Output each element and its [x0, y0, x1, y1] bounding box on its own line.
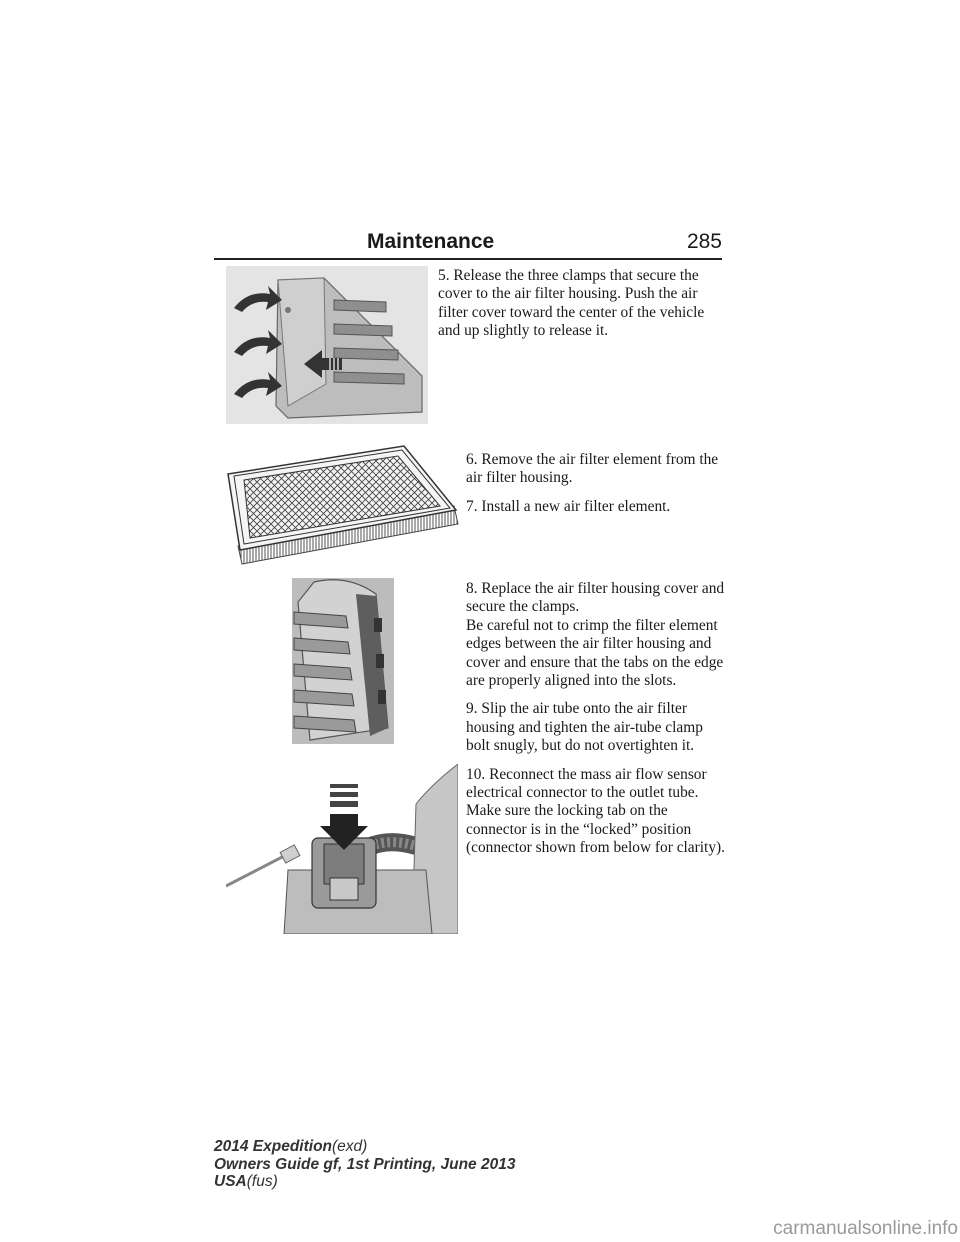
step-8: 8. Replace the air filter housing cover and secure the clamps. [466, 580, 725, 616]
footer-market-code: (fus) [246, 1173, 278, 1190]
footer-model: 2014 Expedition [214, 1138, 333, 1155]
step-8-9-10-text [466, 580, 728, 868]
footer-market-line [214, 1173, 515, 1191]
step-8-note: Be careful not to crimp the filter element edges between the air filter housing and cover and ensure that the tabs on the edge are properly aligned into the slots. [466, 616, 724, 690]
header-rule [214, 258, 722, 260]
step-5-text [438, 267, 728, 351]
footer-market: USA [214, 1173, 247, 1190]
air-filter-housing-cover-illustration [292, 578, 394, 744]
watermark: carmanualsonline.info [773, 1218, 958, 1239]
step-7: 7. Install a new air filter element. [466, 497, 671, 515]
section-title: Maintenance [367, 230, 495, 253]
footer-guide: Owners Guide gf, 1st Printing, June 2013 [214, 1155, 516, 1173]
page-footer [214, 1138, 515, 1191]
footer-model-line [214, 1138, 515, 1156]
step-6: 6. Remove the air filter element from the air filter housing. [466, 451, 719, 487]
page-number: 285 [686, 230, 722, 253]
air-filter-cover-clamps-illustration [226, 266, 428, 424]
footer-model-code: (exd) [332, 1138, 368, 1155]
mass-air-flow-connector-illustration [226, 764, 458, 934]
step-9: 9. Slip the air tube onto the air filter housing and tighten the air-tube clamp bolt snugly, but do not overtighten it. [466, 700, 703, 755]
step-5: 5. Release the three clamps that secure the cover to the air filter housing. Push the air filter cover toward the center of the vehicle and up slightly to release it. [438, 267, 705, 340]
footer-guide-line [214, 1156, 515, 1174]
air-filter-element-illustration [222, 440, 466, 566]
step-6-7-text [466, 451, 728, 526]
page-header [214, 228, 722, 262]
step-10: 10. Reconnect the mass air flow sensor electrical connector to the outlet tube. Make sure the locking tab on the connector is in the “locked” position (connector shown from below for clarity). [466, 765, 725, 857]
